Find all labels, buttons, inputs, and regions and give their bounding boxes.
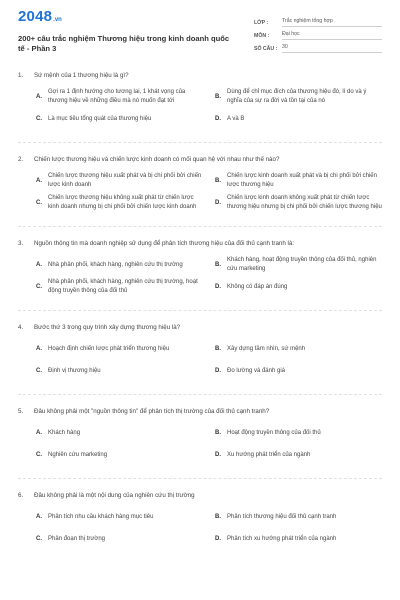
option-b[interactable] — [215, 86, 382, 108]
option-grid — [36, 86, 382, 130]
question-number: 2. — [18, 156, 24, 163]
logo-domain-text: .vn — [53, 17, 62, 23]
option-c[interactable] — [36, 276, 203, 298]
question-number: 3. — [18, 240, 24, 247]
option-letter: A. — [36, 346, 42, 352]
option-text: Phân đoạn thị trường — [48, 535, 105, 542]
option-a[interactable] — [36, 338, 203, 360]
option-a[interactable] — [36, 506, 203, 528]
option-letter: D. — [215, 368, 221, 374]
option-c[interactable] — [36, 108, 203, 130]
option-letter: D. — [215, 116, 221, 122]
question-item — [18, 323, 382, 382]
option-letter: B. — [215, 262, 221, 268]
option-text: A và B — [227, 115, 245, 122]
option-text: Phân tích thương hiệu đối thủ cạnh tranh — [227, 513, 337, 520]
option-letter: C. — [36, 284, 42, 290]
question-text: Đâu không phải một "nguồn thông tin" để phân tích thị trường của đối thủ cạnh tranh? — [34, 408, 270, 415]
option-b[interactable] — [215, 170, 382, 192]
option-text: Không có đáp án đúng — [227, 283, 288, 290]
option-letter: D. — [215, 200, 221, 206]
logo-main-text: 2048 — [18, 8, 53, 25]
option-letter: A. — [36, 262, 42, 268]
option-text: Phân tích nhu cầu khách hàng mục tiêu — [48, 513, 154, 520]
question-text: Đâu không phải là một nội dung của nghiên cứu thị trường — [34, 492, 195, 499]
option-grid — [36, 338, 382, 382]
meta-value: Đại học — [282, 31, 382, 40]
option-letter: B. — [215, 430, 221, 436]
question-text: Bước thứ 3 trong quy trình xây dựng thương hiệu là? — [34, 324, 181, 331]
question-item — [18, 71, 382, 130]
option-text: Nghiên cứu marketing — [48, 451, 108, 458]
option-letter: A. — [36, 178, 42, 184]
meta-label: MÔN : — [254, 32, 270, 39]
option-grid — [36, 506, 382, 550]
option-text: Hoạch định chiến lược phát triển thương hiệu — [48, 345, 170, 352]
question-stem — [18, 71, 382, 80]
question-stem — [18, 407, 382, 416]
option-text: Khách hàng — [48, 429, 81, 436]
question-stem — [18, 323, 382, 332]
option-text: Chiến lược thương hiệu xuất phát và bị chi phối bởi chiến lược kinh doanh — [48, 173, 202, 188]
option-text: Chiến lược thương hiệu không xuất phát từ chiến lược kinh doanh nhưng bị chi phối bởi chiến lược kinh doanh — [48, 195, 197, 210]
option-letter: D. — [215, 284, 221, 290]
worksheet-header — [18, 8, 382, 55]
option-c[interactable] — [36, 360, 203, 382]
option-letter: A. — [36, 94, 42, 100]
question-number: 4. — [18, 324, 24, 331]
option-d[interactable] — [215, 276, 382, 298]
option-c[interactable] — [36, 192, 203, 214]
option-text: Chiến lược kinh doanh không xuất phát từ chiến lược thương hiệu nhưng bị chi phối bởi chiến lược thương hiệu — [227, 195, 382, 210]
option-a[interactable] — [36, 170, 203, 192]
option-letter: B. — [215, 178, 221, 184]
option-letter: D. — [215, 452, 221, 458]
meta-value: Trắc nghiệm tổng hợp — [282, 18, 382, 27]
option-letter: A. — [36, 430, 42, 436]
question-divider — [18, 478, 382, 479]
option-d[interactable] — [215, 192, 382, 214]
meta-info — [254, 16, 382, 55]
brand-block — [18, 8, 233, 54]
option-text: Là mục tiêu tổng quát của thương hiệu — [48, 115, 152, 122]
option-text: Hoạt động truyền thông của đối thủ — [227, 429, 321, 436]
option-d[interactable] — [215, 528, 382, 550]
option-text: Chiến lược kinh doanh xuất phát và bị chi phối bởi chiến lược thương hiệu — [227, 173, 377, 188]
option-c[interactable] — [36, 528, 203, 550]
option-d[interactable] — [215, 360, 382, 382]
option-letter: C. — [36, 536, 42, 542]
question-stem — [18, 155, 382, 164]
question-text: Chiến lược thương hiệu và chiến lược kinh doanh có mối quan hệ với nhau như thế nào? — [34, 156, 280, 163]
option-text: Phân tích xu hướng phát triển của ngành — [227, 535, 337, 542]
option-letter: C. — [36, 200, 42, 206]
option-d[interactable] — [215, 444, 382, 466]
option-grid — [36, 170, 382, 214]
option-text: Xu hướng phát triển của ngành — [227, 451, 311, 458]
question-text: Nguồn thông tin mà doanh nghiệp sử dụng để phân tích thương hiệu của đối thủ cạnh tranh là: — [34, 240, 295, 247]
question-divider — [18, 310, 382, 311]
question-list — [18, 71, 382, 550]
option-letter: B. — [215, 346, 221, 352]
option-letter: C. — [36, 452, 42, 458]
meta-label: LỚP : — [254, 19, 269, 26]
option-c[interactable] — [36, 444, 203, 466]
meta-label: SỐ CÂU : — [254, 45, 278, 52]
question-item — [18, 155, 382, 214]
option-text: Đo lường và đánh giá — [227, 367, 285, 374]
question-divider — [18, 394, 382, 395]
option-a[interactable] — [36, 422, 203, 444]
question-number: 6. — [18, 492, 24, 499]
option-b[interactable] — [215, 254, 382, 276]
option-letter: B. — [215, 94, 221, 100]
question-divider — [18, 226, 382, 227]
question-stem — [18, 491, 382, 500]
page-title: 200+ câu trắc nghiệm Thương hiệu trong kinh doanh quốc tế - Phần 3 — [18, 34, 230, 53]
option-a[interactable] — [36, 254, 203, 276]
option-b[interactable] — [215, 506, 382, 528]
option-letter: C. — [36, 368, 42, 374]
option-b[interactable] — [215, 338, 382, 360]
question-divider — [18, 142, 382, 143]
question-number: 1. — [18, 72, 24, 79]
question-item — [18, 239, 382, 298]
option-a[interactable] — [36, 86, 203, 108]
option-letter: B. — [215, 514, 221, 520]
meta-row-subject — [254, 29, 382, 42]
question-item — [18, 491, 382, 550]
question-stem — [18, 239, 382, 248]
option-letter: D. — [215, 536, 221, 542]
option-letter: C. — [36, 116, 42, 122]
meta-value: 30 — [282, 44, 382, 53]
option-text: Gợi ra 1 định hướng cho tương lai, 1 khát vọng của thương hiệu về những điều mà nó muốn đạt tới — [48, 89, 186, 104]
site-logo[interactable] — [18, 9, 62, 24]
meta-row-count — [254, 42, 382, 55]
option-grid — [36, 254, 382, 298]
option-text: Nhà phân phối, khách hàng, nghiên cứu thị trường — [48, 261, 183, 268]
option-b[interactable] — [215, 422, 382, 444]
option-text: Dùng để chỉ mục đích của thương hiệu đó, lí do và ý nghĩa của sự ra đời và tồn tại của nó — [227, 89, 367, 104]
option-grid — [36, 422, 382, 466]
meta-row-class — [254, 16, 382, 29]
option-text: Xây dựng tầm nhìn, sứ mệnh — [227, 345, 306, 352]
option-d[interactable] — [215, 108, 382, 130]
question-text: Sứ mệnh của 1 thương hiệu là gì? — [34, 72, 129, 79]
option-text: Nhà phân phối, khách hàng, nghiên cứu thị trường, hoạt động truyền thông của đối thủ — [48, 279, 198, 294]
question-number: 5. — [18, 408, 24, 415]
question-item — [18, 407, 382, 466]
option-letter: A. — [36, 514, 42, 520]
option-text: Khách hàng, hoạt động truyền thông của đối thủ, nghiên cứu marketing — [227, 257, 377, 272]
option-text: Định vị thương hiệu — [48, 367, 101, 374]
